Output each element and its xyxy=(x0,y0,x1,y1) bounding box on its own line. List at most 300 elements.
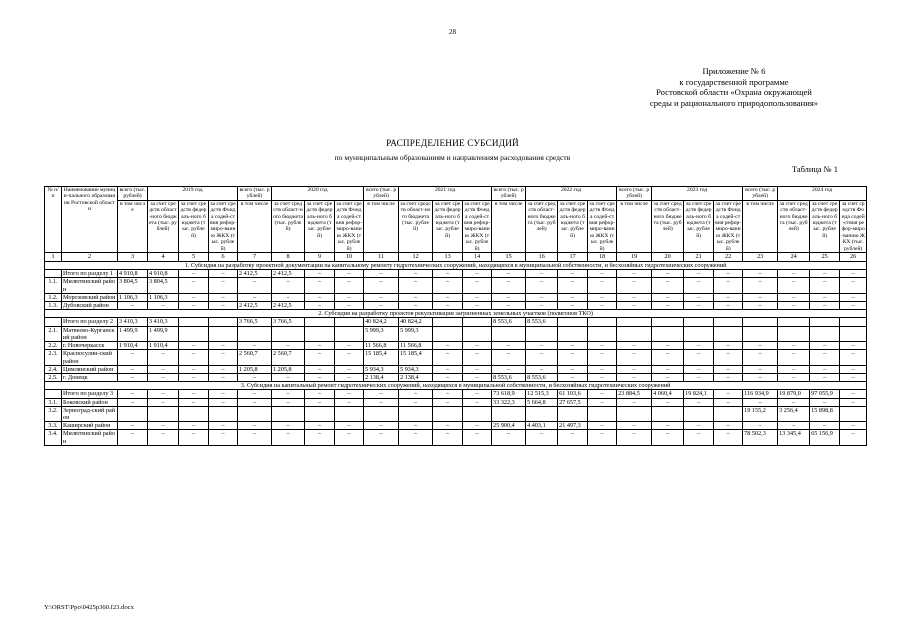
table-cell: – xyxy=(652,398,684,406)
table-cell: – xyxy=(558,430,588,445)
appendix-heading xyxy=(600,66,868,108)
table-cell: – xyxy=(558,293,588,301)
table-cell: – xyxy=(810,270,840,278)
table-cell: 1 910,4 xyxy=(118,342,148,350)
table-cell: – xyxy=(558,342,588,350)
year-total: всего (тыс. рублей) xyxy=(364,187,399,201)
column-number: 7 xyxy=(238,253,272,262)
table-cell: – xyxy=(179,373,209,381)
table-cell: – xyxy=(433,270,463,278)
municipality-name: г. Донецк xyxy=(62,373,118,381)
table-cell: – xyxy=(743,422,778,430)
table-cell: – xyxy=(305,270,335,278)
table-cell: 13 345,4 xyxy=(778,430,810,445)
table-cell: – xyxy=(743,350,778,365)
table-cell: 3 410,3 xyxy=(148,318,179,326)
table-cell: – xyxy=(652,365,684,373)
table-cell: – xyxy=(558,373,588,381)
column-number: 25 xyxy=(810,253,840,262)
table-cell: – xyxy=(714,270,743,278)
table-cell: – xyxy=(209,302,238,310)
table-cell xyxy=(617,326,652,341)
table-cell: – xyxy=(617,430,652,445)
table-cell xyxy=(364,406,399,421)
table-cell: – xyxy=(778,270,810,278)
table-cell: – xyxy=(364,278,399,293)
table-cell: – xyxy=(652,373,684,381)
table-cell: – xyxy=(118,422,148,430)
table-number: Таблица № 1 xyxy=(792,165,838,174)
header-num: № п/п xyxy=(45,187,62,253)
table-cell: – xyxy=(778,350,810,365)
table-cell xyxy=(558,326,588,341)
row-number: 3.3. xyxy=(45,422,62,430)
table-cell: – xyxy=(684,293,714,301)
table-cell: – xyxy=(433,373,463,381)
column-number: 24 xyxy=(778,253,810,262)
table-row xyxy=(45,326,867,341)
incl-label: в том числе xyxy=(118,200,148,252)
table-cell: – xyxy=(209,422,238,430)
table-cell: 1 205,8 xyxy=(238,365,272,373)
table-cell xyxy=(335,326,364,341)
column-number: 23 xyxy=(743,253,778,262)
table-cell: – xyxy=(335,270,364,278)
table-cell: – xyxy=(652,422,684,430)
table-cell: – xyxy=(652,293,684,301)
table-cell: 3 804,5 xyxy=(118,278,148,293)
appendix-line: к государственной программе xyxy=(679,76,789,87)
table-cell: – xyxy=(463,430,492,445)
table-cell: 5 999,3 xyxy=(399,326,433,341)
table-cell: – xyxy=(743,373,778,381)
year-total: всего (тыс. рублей) xyxy=(239,187,270,200)
table-cell: – xyxy=(588,293,617,301)
table-cell: – xyxy=(433,422,463,430)
column-number: 16 xyxy=(526,253,558,262)
table-cell: 33 322,3 xyxy=(492,398,526,406)
table-cell: – xyxy=(617,422,652,430)
section-row xyxy=(45,310,867,318)
incl-label: в том числе xyxy=(743,200,778,252)
table-cell xyxy=(272,406,305,421)
table-cell xyxy=(335,406,364,421)
table-cell: – xyxy=(810,293,840,301)
table-cell: – xyxy=(238,422,272,430)
table-cell: – xyxy=(364,293,399,301)
table-cell: – xyxy=(209,430,238,445)
table-cell xyxy=(558,318,588,326)
table-cell: – xyxy=(778,278,810,293)
table-cell: – xyxy=(433,398,463,406)
table-cell: – xyxy=(238,430,272,445)
header-row-sub xyxy=(45,200,867,252)
table-cell: – xyxy=(684,270,714,278)
table-cell: – xyxy=(778,293,810,301)
row-number xyxy=(45,390,62,398)
table-cell: – xyxy=(778,373,810,381)
table-cell: 116 934,9 xyxy=(743,390,778,398)
table-cell xyxy=(714,326,743,341)
table-cell xyxy=(617,406,652,421)
table-cell: – xyxy=(840,302,867,310)
column-number: 22 xyxy=(714,253,743,262)
table-cell: 3 410,3 xyxy=(118,318,148,326)
column-number: 9 xyxy=(305,253,335,262)
table-cell: – xyxy=(840,270,867,278)
table-cell: – xyxy=(714,293,743,301)
table-cell: – xyxy=(305,365,335,373)
table-cell: – xyxy=(399,390,433,398)
sub-fund: за счет средств Фонда содей-ствия рефор-миро-ванию ЖКХ (тыс. рублей) xyxy=(841,200,865,252)
table-cell: 15 185,4 xyxy=(364,350,399,365)
table-cell: – xyxy=(463,422,492,430)
table-cell: – xyxy=(810,365,840,373)
header-name: Наименование муници-пального образования Ростовской области xyxy=(62,187,118,253)
table-cell: – xyxy=(238,373,272,381)
table-cell: – xyxy=(684,422,714,430)
table-cell: – xyxy=(335,430,364,445)
page-number: 28 xyxy=(449,28,456,36)
table-cell: – xyxy=(588,342,617,350)
table-cell: – xyxy=(810,373,840,381)
table-cell: – xyxy=(588,350,617,365)
table-cell: – xyxy=(588,430,617,445)
table-cell: 8 553,6 xyxy=(492,318,526,326)
table-cell: – xyxy=(558,278,588,293)
table-cell: – xyxy=(526,278,558,293)
municipality-name: Итого по разделу 3 xyxy=(62,390,118,398)
table-cell: – xyxy=(840,390,867,398)
table-cell: 23 884,5 xyxy=(617,390,652,398)
table-cell xyxy=(810,318,840,326)
table-cell: – xyxy=(617,365,652,373)
table-cell: – xyxy=(588,398,617,406)
table-cell xyxy=(652,318,684,326)
table-cell xyxy=(714,406,743,421)
table-cell: – xyxy=(588,422,617,430)
table-cell: – xyxy=(118,373,148,381)
table-cell: – xyxy=(463,390,492,398)
table-cell: 5 934,3 xyxy=(399,365,433,373)
table-cell: 27 657,5 xyxy=(558,398,588,406)
row-number xyxy=(45,318,62,326)
table-cell xyxy=(588,318,617,326)
table-cell: – xyxy=(526,430,558,445)
table-row xyxy=(45,350,867,365)
table-cell: – xyxy=(179,350,209,365)
section-title: 1. Субсидия на разработку проектной документации на капитальному ремонту гидротехнических сооружений, находящихся в муниципальной собственности, и бесхозяйных гидротехнических сооружений xyxy=(45,262,867,270)
table-cell: 8 553,6 xyxy=(492,373,526,381)
appendix-line: среды и рационального природопользования» xyxy=(649,97,819,108)
column-number: 4 xyxy=(148,253,179,262)
year-total: всего (тыс. рублей) xyxy=(118,187,148,201)
table-cell: – xyxy=(492,270,526,278)
table-cell: 2 412,5 xyxy=(238,270,272,278)
table-cell: – xyxy=(179,293,209,301)
table-cell: 1 106,3 xyxy=(118,293,148,301)
table-cell: 5 664,8 xyxy=(526,398,558,406)
table-cell: – xyxy=(588,365,617,373)
row-number: 3.2. xyxy=(45,406,62,421)
table-cell: 2 412,5 xyxy=(272,302,305,310)
row-number: 1.3. xyxy=(45,302,62,310)
table-cell: – xyxy=(617,342,652,350)
table-row xyxy=(45,318,867,326)
table-row xyxy=(45,398,867,406)
table-cell: – xyxy=(305,398,335,406)
table-cell: 61 103,6 xyxy=(558,390,588,398)
table-cell: – xyxy=(743,302,778,310)
table-cell: – xyxy=(238,398,272,406)
municipality-name: Итого по разделу 2 xyxy=(62,318,118,326)
table-cell: – xyxy=(714,373,743,381)
table-cell xyxy=(305,318,335,326)
table-cell: – xyxy=(209,373,238,381)
table-cell: – xyxy=(399,270,433,278)
table-cell: – xyxy=(810,278,840,293)
table-row xyxy=(45,390,867,398)
column-number: 14 xyxy=(463,253,492,262)
column-number: 2 xyxy=(62,253,118,262)
table-cell: – xyxy=(272,398,305,406)
table-cell: – xyxy=(463,365,492,373)
table-cell: 8 553,6 xyxy=(526,373,558,381)
table-cell: – xyxy=(364,390,399,398)
table-cell: – xyxy=(118,350,148,365)
table-cell: – xyxy=(399,430,433,445)
table-cell xyxy=(179,406,209,421)
table-cell: 4 403,1 xyxy=(526,422,558,430)
table-cell: – xyxy=(335,350,364,365)
table-cell: – xyxy=(238,342,272,350)
table-cell: – xyxy=(209,390,238,398)
column-number: 13 xyxy=(433,253,463,262)
table-cell: – xyxy=(209,293,238,301)
table-cell xyxy=(179,318,209,326)
table-cell: – xyxy=(778,422,810,430)
table-cell: – xyxy=(364,270,399,278)
row-number: 1.1. xyxy=(45,278,62,293)
table-cell xyxy=(652,326,684,341)
municipality-name: Зерноград-ский район xyxy=(62,406,118,421)
table-cell xyxy=(305,326,335,341)
table-cell: – xyxy=(588,270,617,278)
year-header: 2019 год xyxy=(148,187,238,201)
row-number: 1.2. xyxy=(45,293,62,301)
table-cell: – xyxy=(714,430,743,445)
table-cell: – xyxy=(433,293,463,301)
table-cell: – xyxy=(364,430,399,445)
table-cell: – xyxy=(810,422,840,430)
table-cell xyxy=(463,326,492,341)
table-cell xyxy=(840,406,867,421)
table-cell: – xyxy=(492,278,526,293)
table-row xyxy=(45,270,867,278)
sub-obl: за счет средств област-ного бюджета (тыс. рублей) xyxy=(399,200,433,252)
table-cell: 2 560,7 xyxy=(272,350,305,365)
year-total: всего (тыс. рублей) xyxy=(743,187,778,201)
table-cell: – xyxy=(179,430,209,445)
municipality-name: Морозовский район xyxy=(63,293,116,301)
table-cell xyxy=(743,326,778,341)
sub-fund: за счет средств Фонда содей-ствия рефор-миро-ванию ЖКХ (тыс. рублей) xyxy=(336,200,363,252)
document-title: РАСПРЕДЕЛЕНИЕ СУБСИДИЙ xyxy=(386,138,519,148)
table-cell xyxy=(840,326,867,341)
table-cell: – xyxy=(118,430,148,445)
table-cell: – xyxy=(209,278,238,293)
row-number: 2.3. xyxy=(45,350,62,365)
table-cell: – xyxy=(179,422,209,430)
table-cell xyxy=(433,318,463,326)
sub-fund: за счет средств Фонда содей-ствия рефор-миро-ванию ЖКХ (тыс. рублей) xyxy=(715,200,742,252)
table-cell xyxy=(492,406,526,421)
file-path: Y:\ORST\Ppo\0425p360.f23.docx xyxy=(44,604,134,611)
table-cell: – xyxy=(492,293,526,301)
table-cell xyxy=(558,406,588,421)
table-cell: 2 138,4 xyxy=(364,373,399,381)
table-cell: – xyxy=(272,278,305,293)
table-cell: 73 618,9 xyxy=(492,390,526,398)
table-cell: – xyxy=(399,302,433,310)
table-cell: – xyxy=(335,293,364,301)
table-row xyxy=(45,342,867,350)
table-cell: – xyxy=(588,390,617,398)
table-cell: – xyxy=(743,365,778,373)
table-cell: – xyxy=(743,293,778,301)
table-cell: – xyxy=(840,365,867,373)
table-cell: 12 515,3 xyxy=(526,390,558,398)
table-cell: – xyxy=(526,365,558,373)
table-cell xyxy=(588,406,617,421)
table-cell: – xyxy=(179,278,209,293)
table-cell: – xyxy=(840,342,867,350)
table-cell: 5 934,3 xyxy=(364,365,399,373)
table-cell xyxy=(118,406,148,421)
table-cell: – xyxy=(305,430,335,445)
table-cell: – xyxy=(492,430,526,445)
table-cell: 4 910,8 xyxy=(148,270,179,278)
table-cell: – xyxy=(433,390,463,398)
table-cell: – xyxy=(743,342,778,350)
table-cell: – xyxy=(743,398,778,406)
table-cell: – xyxy=(684,278,714,293)
municipality-name: Цимлянский район xyxy=(62,365,118,373)
table-cell: – xyxy=(179,342,209,350)
table-cell: – xyxy=(492,365,526,373)
incl-label: в том числе xyxy=(364,200,399,252)
column-number: 17 xyxy=(558,253,588,262)
table-cell xyxy=(209,326,238,341)
table-cell: – xyxy=(558,270,588,278)
table-cell: – xyxy=(148,373,179,381)
sub-obl: за счет средств област-ного бюджета (тыс. рублей) xyxy=(272,200,305,252)
table-cell: – xyxy=(617,293,652,301)
table-cell: – xyxy=(714,342,743,350)
municipality-name: Итого по разделу 1 xyxy=(62,270,118,278)
table-cell xyxy=(433,406,463,421)
table-cell: – xyxy=(684,373,714,381)
table-cell: – xyxy=(179,398,209,406)
column-number: 20 xyxy=(652,253,684,262)
table-cell xyxy=(617,318,652,326)
column-number: 8 xyxy=(272,253,305,262)
table-cell: – xyxy=(588,373,617,381)
table-cell: 19 824,1 xyxy=(684,390,714,398)
table-cell: – xyxy=(335,342,364,350)
table-cell xyxy=(272,326,305,341)
table-cell: – xyxy=(433,365,463,373)
table-cell: – xyxy=(399,422,433,430)
table-cell: – xyxy=(617,373,652,381)
column-number: 15 xyxy=(492,253,526,262)
table-cell: – xyxy=(179,302,209,310)
table-cell: – xyxy=(272,422,305,430)
table-cell: – xyxy=(209,342,238,350)
table-cell: – xyxy=(558,350,588,365)
sub-obl: за счет средств област-ного бюджета (тыс. рублей) xyxy=(652,200,684,252)
row-number: 2.2. xyxy=(45,342,62,350)
column-number: 11 xyxy=(364,253,399,262)
table-cell: – xyxy=(558,302,588,310)
table-cell xyxy=(179,326,209,341)
table-cell: – xyxy=(840,398,867,406)
table-cell xyxy=(148,406,179,421)
table-cell: – xyxy=(433,302,463,310)
table-cell xyxy=(684,326,714,341)
table-row xyxy=(45,365,867,373)
table-cell: – xyxy=(463,342,492,350)
table-cell: – xyxy=(148,390,179,398)
table-cell: – xyxy=(840,293,867,301)
sub-obl: за счет средств област-ного бюджета (тыс. рублей) xyxy=(148,200,179,252)
table-cell: – xyxy=(714,390,743,398)
table-cell xyxy=(238,406,272,421)
table-cell: – xyxy=(617,398,652,406)
table-row xyxy=(45,373,867,381)
appendix-line: Ростовской области «Охрана окружающей xyxy=(656,87,812,98)
municipality-name: Милютинский район xyxy=(62,278,118,293)
table-cell: – xyxy=(617,350,652,365)
table-cell: – xyxy=(463,398,492,406)
table-cell: – xyxy=(778,342,810,350)
table-cell: – xyxy=(238,293,272,301)
table-cell: – xyxy=(118,302,148,310)
table-cell: 1 910,4 xyxy=(148,342,179,350)
sub-fund: за счет средств Фонда содей-ствия рефор-миро-ванию ЖКХ (тыс. рублей) xyxy=(589,200,616,252)
row-number: 3.4. xyxy=(45,430,62,445)
table-cell: – xyxy=(652,430,684,445)
table-cell xyxy=(714,318,743,326)
table-cell: – xyxy=(463,270,492,278)
table-cell xyxy=(810,326,840,341)
table-cell: 78 502,3 xyxy=(743,430,778,445)
sub-fed: за счет средств федераль-ного бюджета (тыс. рублей) xyxy=(558,200,588,252)
table-row xyxy=(45,422,867,430)
table-cell: – xyxy=(335,398,364,406)
table-cell: – xyxy=(209,398,238,406)
incl-label: в том числе xyxy=(238,200,272,252)
table-cell xyxy=(684,406,714,421)
table-cell: 1 499,9 xyxy=(118,326,148,341)
table-cell: 2 412,5 xyxy=(238,302,272,310)
year-header: 2022 год xyxy=(526,187,617,201)
table-cell: – xyxy=(492,302,526,310)
municipality-name: Дубовский район xyxy=(62,302,118,310)
table-cell: – xyxy=(272,390,305,398)
sub-fed: за счет средств федераль-ного бюджета (тыс. рублей) xyxy=(305,200,335,252)
table-cell: – xyxy=(463,278,492,293)
